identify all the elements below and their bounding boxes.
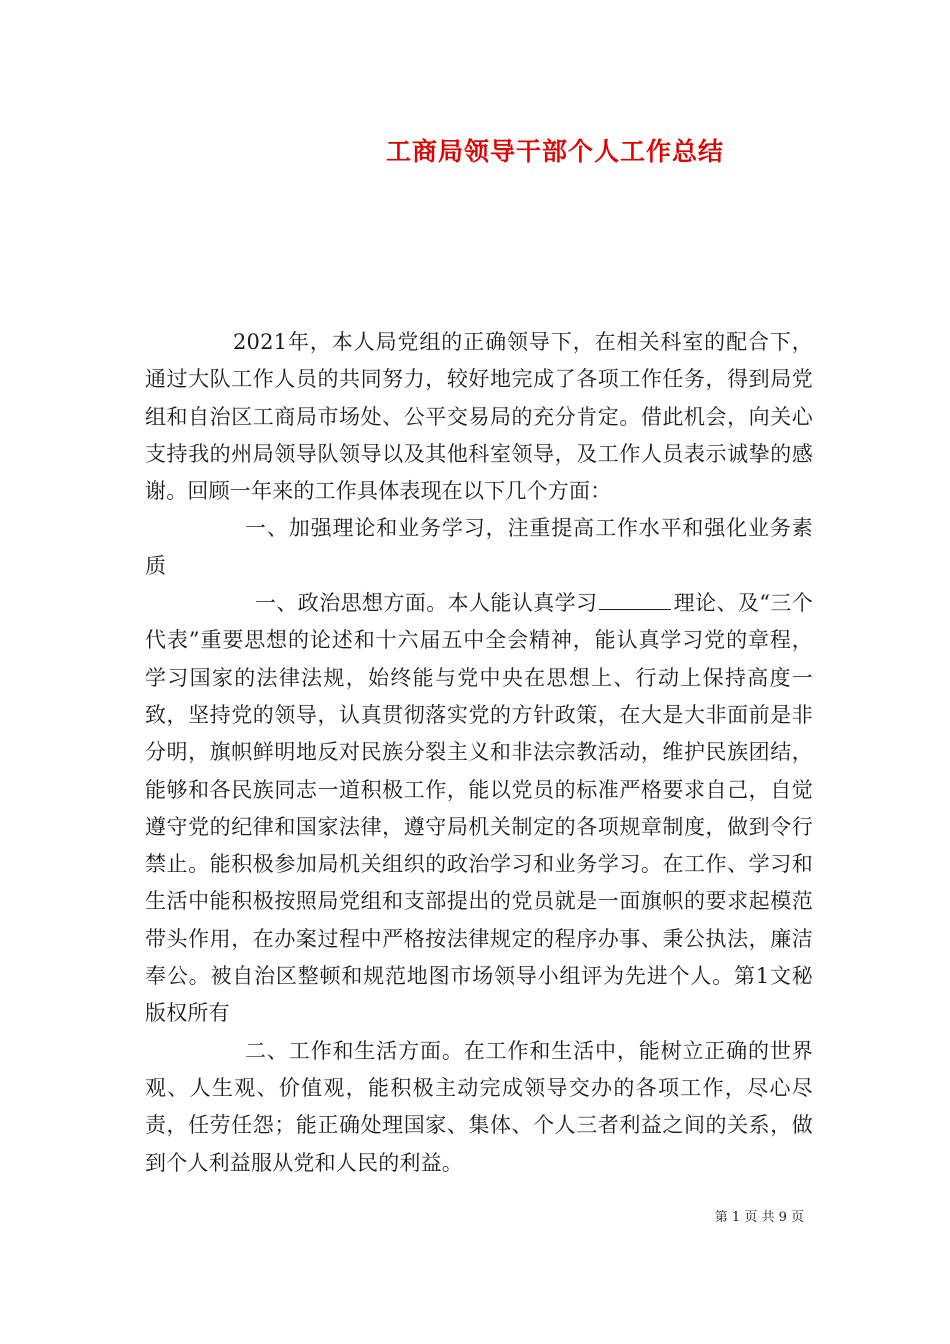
paragraph-work-life: 二、工作和生活方面。在工作和生活中，能树立正确的世界观、人生观、价值观，能积极主动完成领导交办的各项工作，尽心尽责，任劳任怨；能正确处理国家、集体、个人三者利益之间的关系，做到个人利益服从党和人民的利益。 <box>145 1038 813 1175</box>
document-body <box>145 324 813 1182</box>
paragraph-political <box>145 585 813 1033</box>
paragraph-section-heading: 一、加强理论和业务学习，注重提高工作水平和强化业务素质 <box>145 516 813 578</box>
paragraph-intro: 2021年，本人局党组的正确领导下，在相关科室的配合下，通过大队工作人员的共同努力，较好地完成了各项工作任务，得到局党组和自治区工商局市场处、公平交易局的充分肯定。借此机会，向关心支持我的州局领导队领导以及其他科室领导，及工作人员表示诚挚的感谢。回顾一年来的工作具体表现在以下几个方面： <box>145 330 813 504</box>
political-text-before-blank: 一、政治思想方面。本人能认真学习 <box>255 591 598 616</box>
fill-in-blank <box>599 591 671 610</box>
document-title: 工商局领导干部个人工作总结 <box>385 137 724 166</box>
page-number: 第 1 页 共 9 页 <box>714 1210 804 1225</box>
political-text-after-blank: 理论、及“三个代表”重要思想的论述和十六届五中全会精神，能认真学习党的章程，学习国家的法律法规，始终能与党中央在思想上、行动上保持高度一致，坚持党的领导，认真贯彻落实党的方针政策，在大是大非面前是非分明，旗帜鲜明地反对民族分裂主义和非法宗教活动，维护民族团结，能够和各民族同志一道积极工作，能以党员的标准严格要求自己，自觉遵守党的纪律和国家法律，遵守局机关制定的各项规章制度，做到令行禁止。能积极参加局机关组织的政治学习和业务学习。在工作、学习和生活中能积极按照局党组和支部提出的党员就是一面旗帜的要求起模范带头作用，在办案过程中严格按法律规定的程序办事、秉公执法，廉洁奉公。被自治区整顿和规范地图市场领导小组评为先进个人。第1文秘版权所有 <box>145 591 813 1026</box>
